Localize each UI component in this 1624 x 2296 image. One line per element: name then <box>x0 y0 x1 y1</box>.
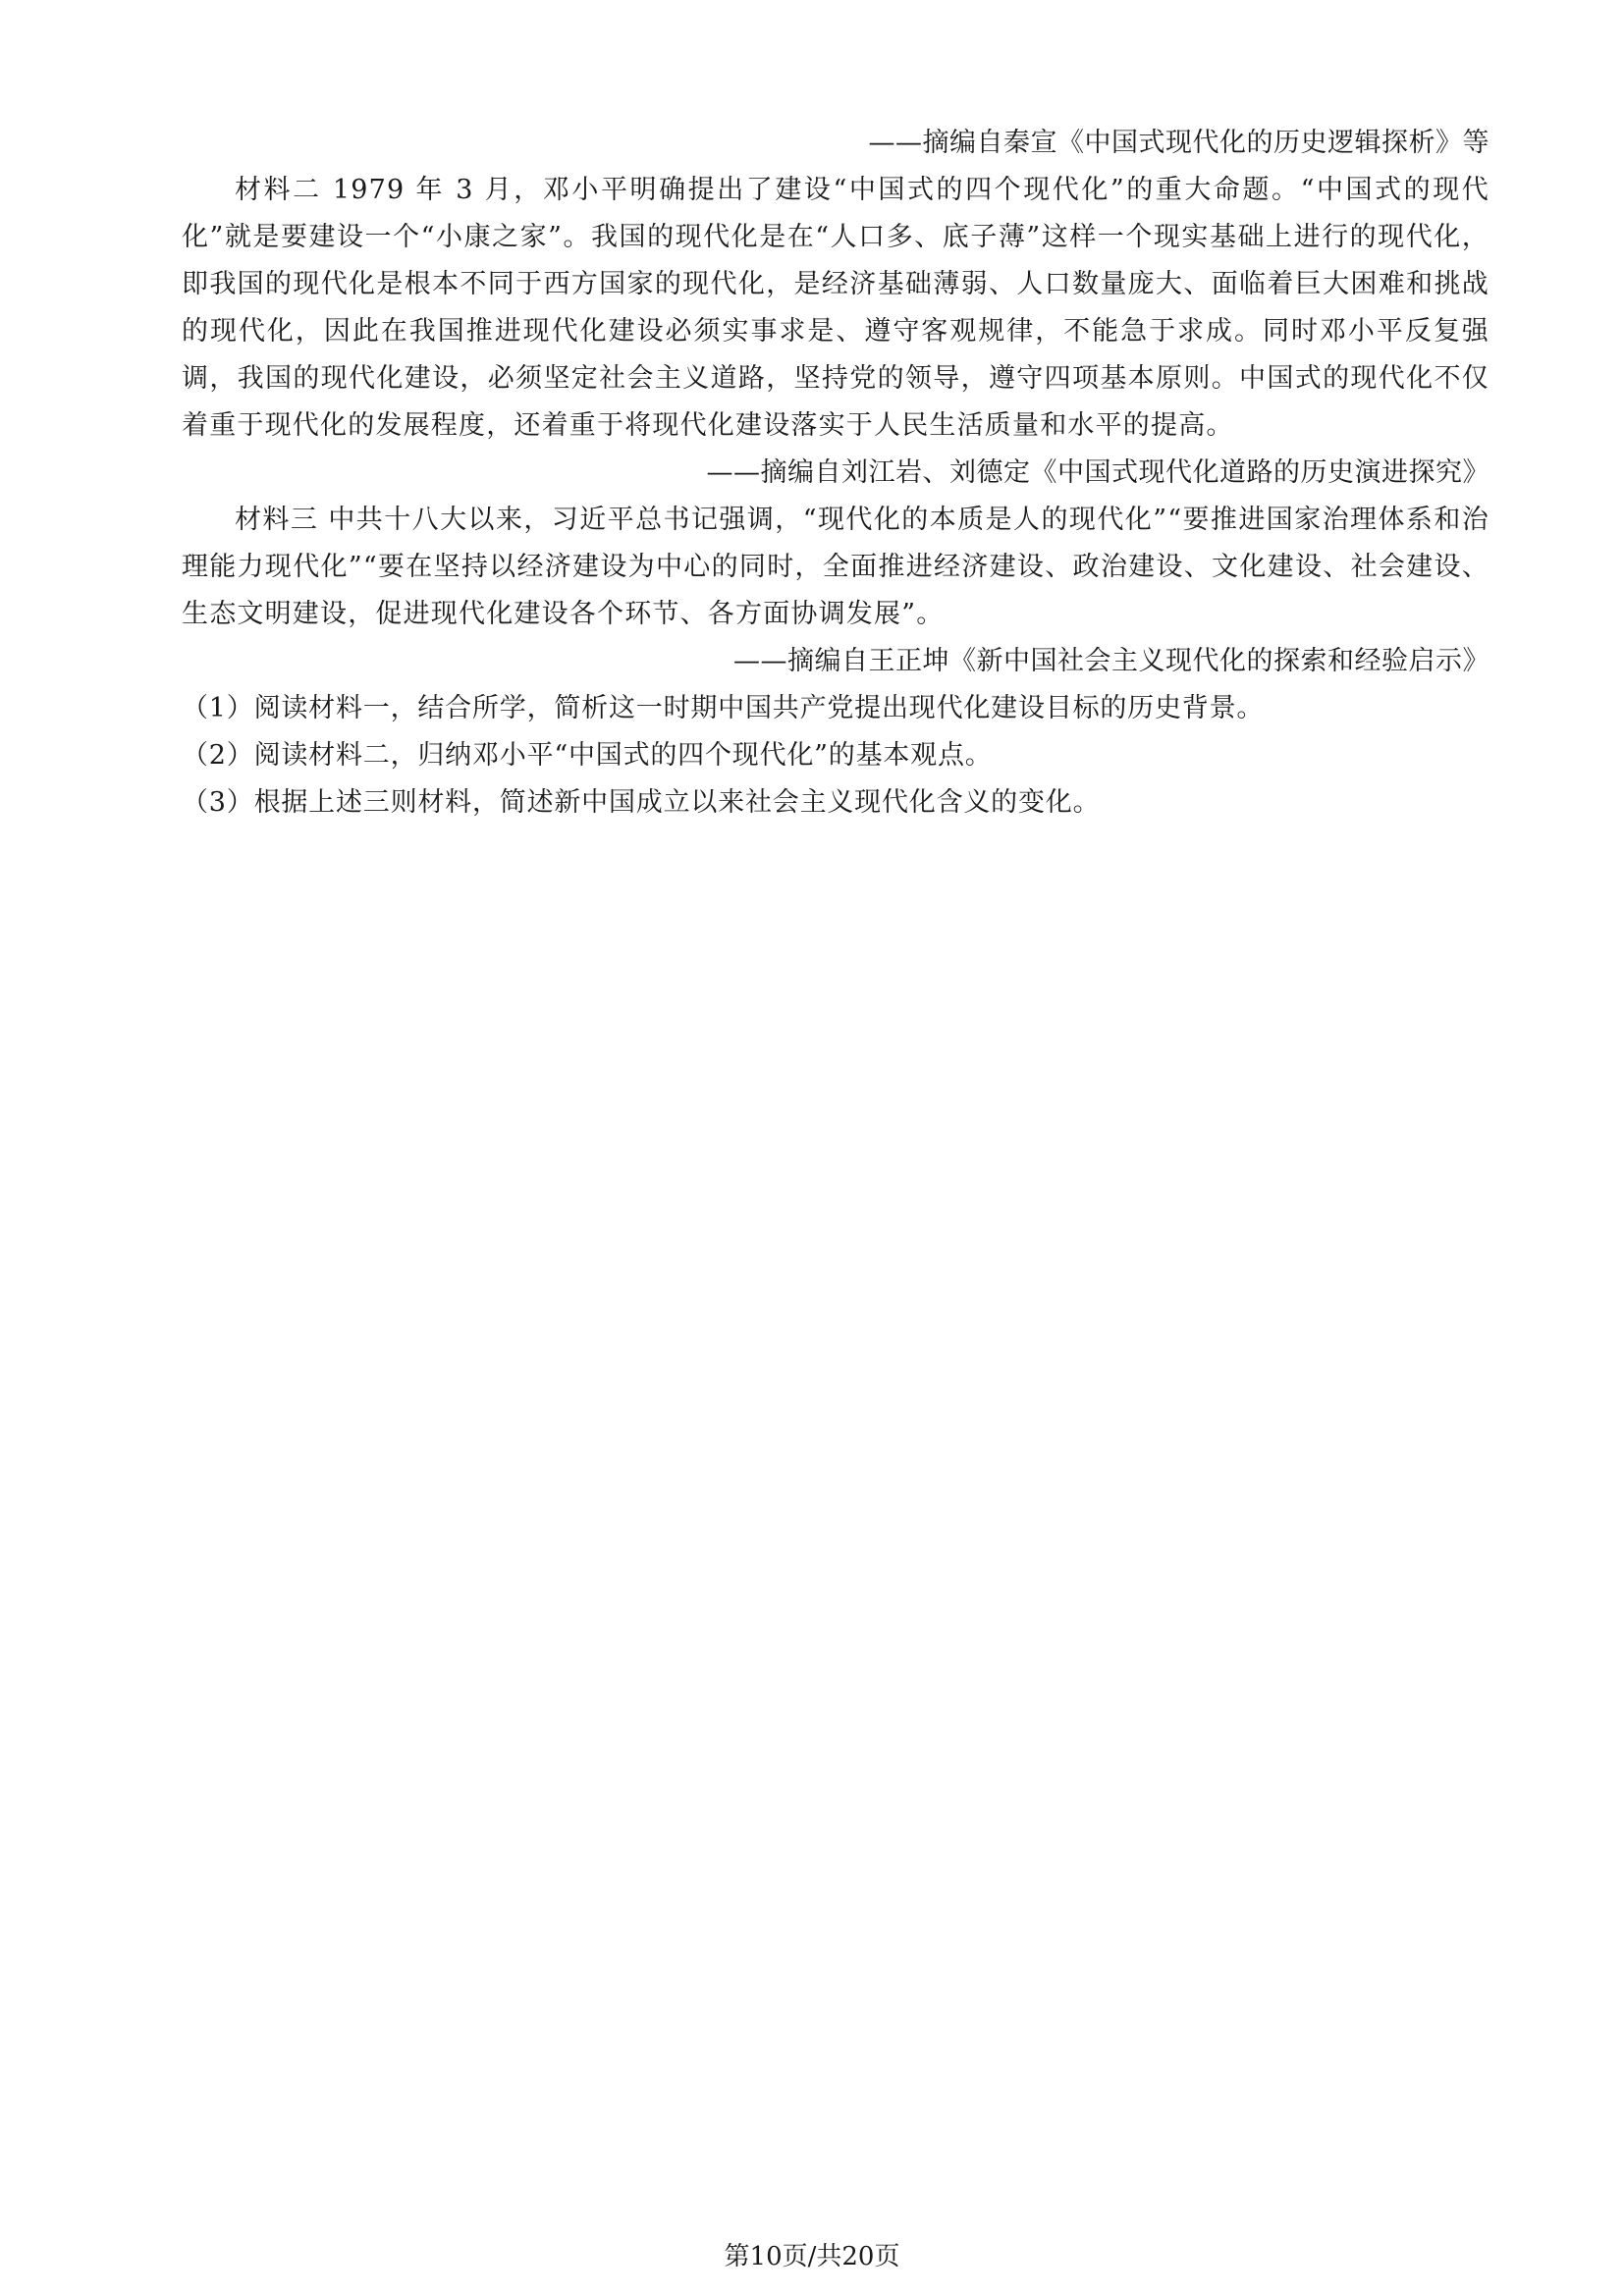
question-list <box>182 685 1489 827</box>
question-1: （1）阅读材料一，结合所学，简析这一时期中国共产党提出现代化建设目标的历史背景。 <box>182 693 1265 723</box>
question-3: （3）根据上述三则材料，简述新中国成立以来社会主义现代化含义的变化。 <box>182 787 1101 818</box>
source-citation-2: ——摘编自刘江岩、刘德定《中国式现代化道路的历史演进探究》 <box>706 457 1489 488</box>
source-citation-1: ——摘编自秦宣《中国式现代化的历史逻辑探析》等 <box>868 128 1489 158</box>
page-content <box>182 120 1489 827</box>
material-3-paragraph: 材料三 中共十八大以来，习近平总书记强调，“现代化的本质是人的现代化”“要推进国家治理体系和治理能力现代化”“要在坚持以经济建设为中心的同时，全面推进经济建设、政治建设、文化建设、社会建设、生态文明建设，促进现代化建设各个环节、各方面协调发展”。 <box>182 505 1489 629</box>
page-number: 第10页/共20页 <box>724 2242 900 2271</box>
material-2-paragraph: 材料二 1979 年 3 月，邓小平明确提出了建设“中国式的四个现代化”的重大命题。“中国式的现代化”就是要建设一个“小康之家”。我国的现代化是在“人口多、底子薄”这样一个现实基础上进行的现代化，即我国的现代化是根本不同于西方国家的现代化，是经济基础薄弱、人口数量庞大、面临着巨大困难和挑战的现代化，因此在我国推进现代化建设必须实事求是、遵守客观规律，不能急于求成。同时邓小平反复强调，我国的现代化建设，必须坚定社会主义道路，坚持党的领导，遵守四项基本原则。中国式的现代化不仅着重于现代化的发展程度，还着重于将现代化建设落实于人民生活质量和水平的提高。 <box>182 175 1489 441</box>
source-citation-3: ——摘编自王正坤《新中国社会主义现代化的探索和经验启示》 <box>733 646 1489 676</box>
question-2: （2）阅读材料二，归纳邓小平“中国式的四个现代化”的基本观点。 <box>182 740 993 771</box>
